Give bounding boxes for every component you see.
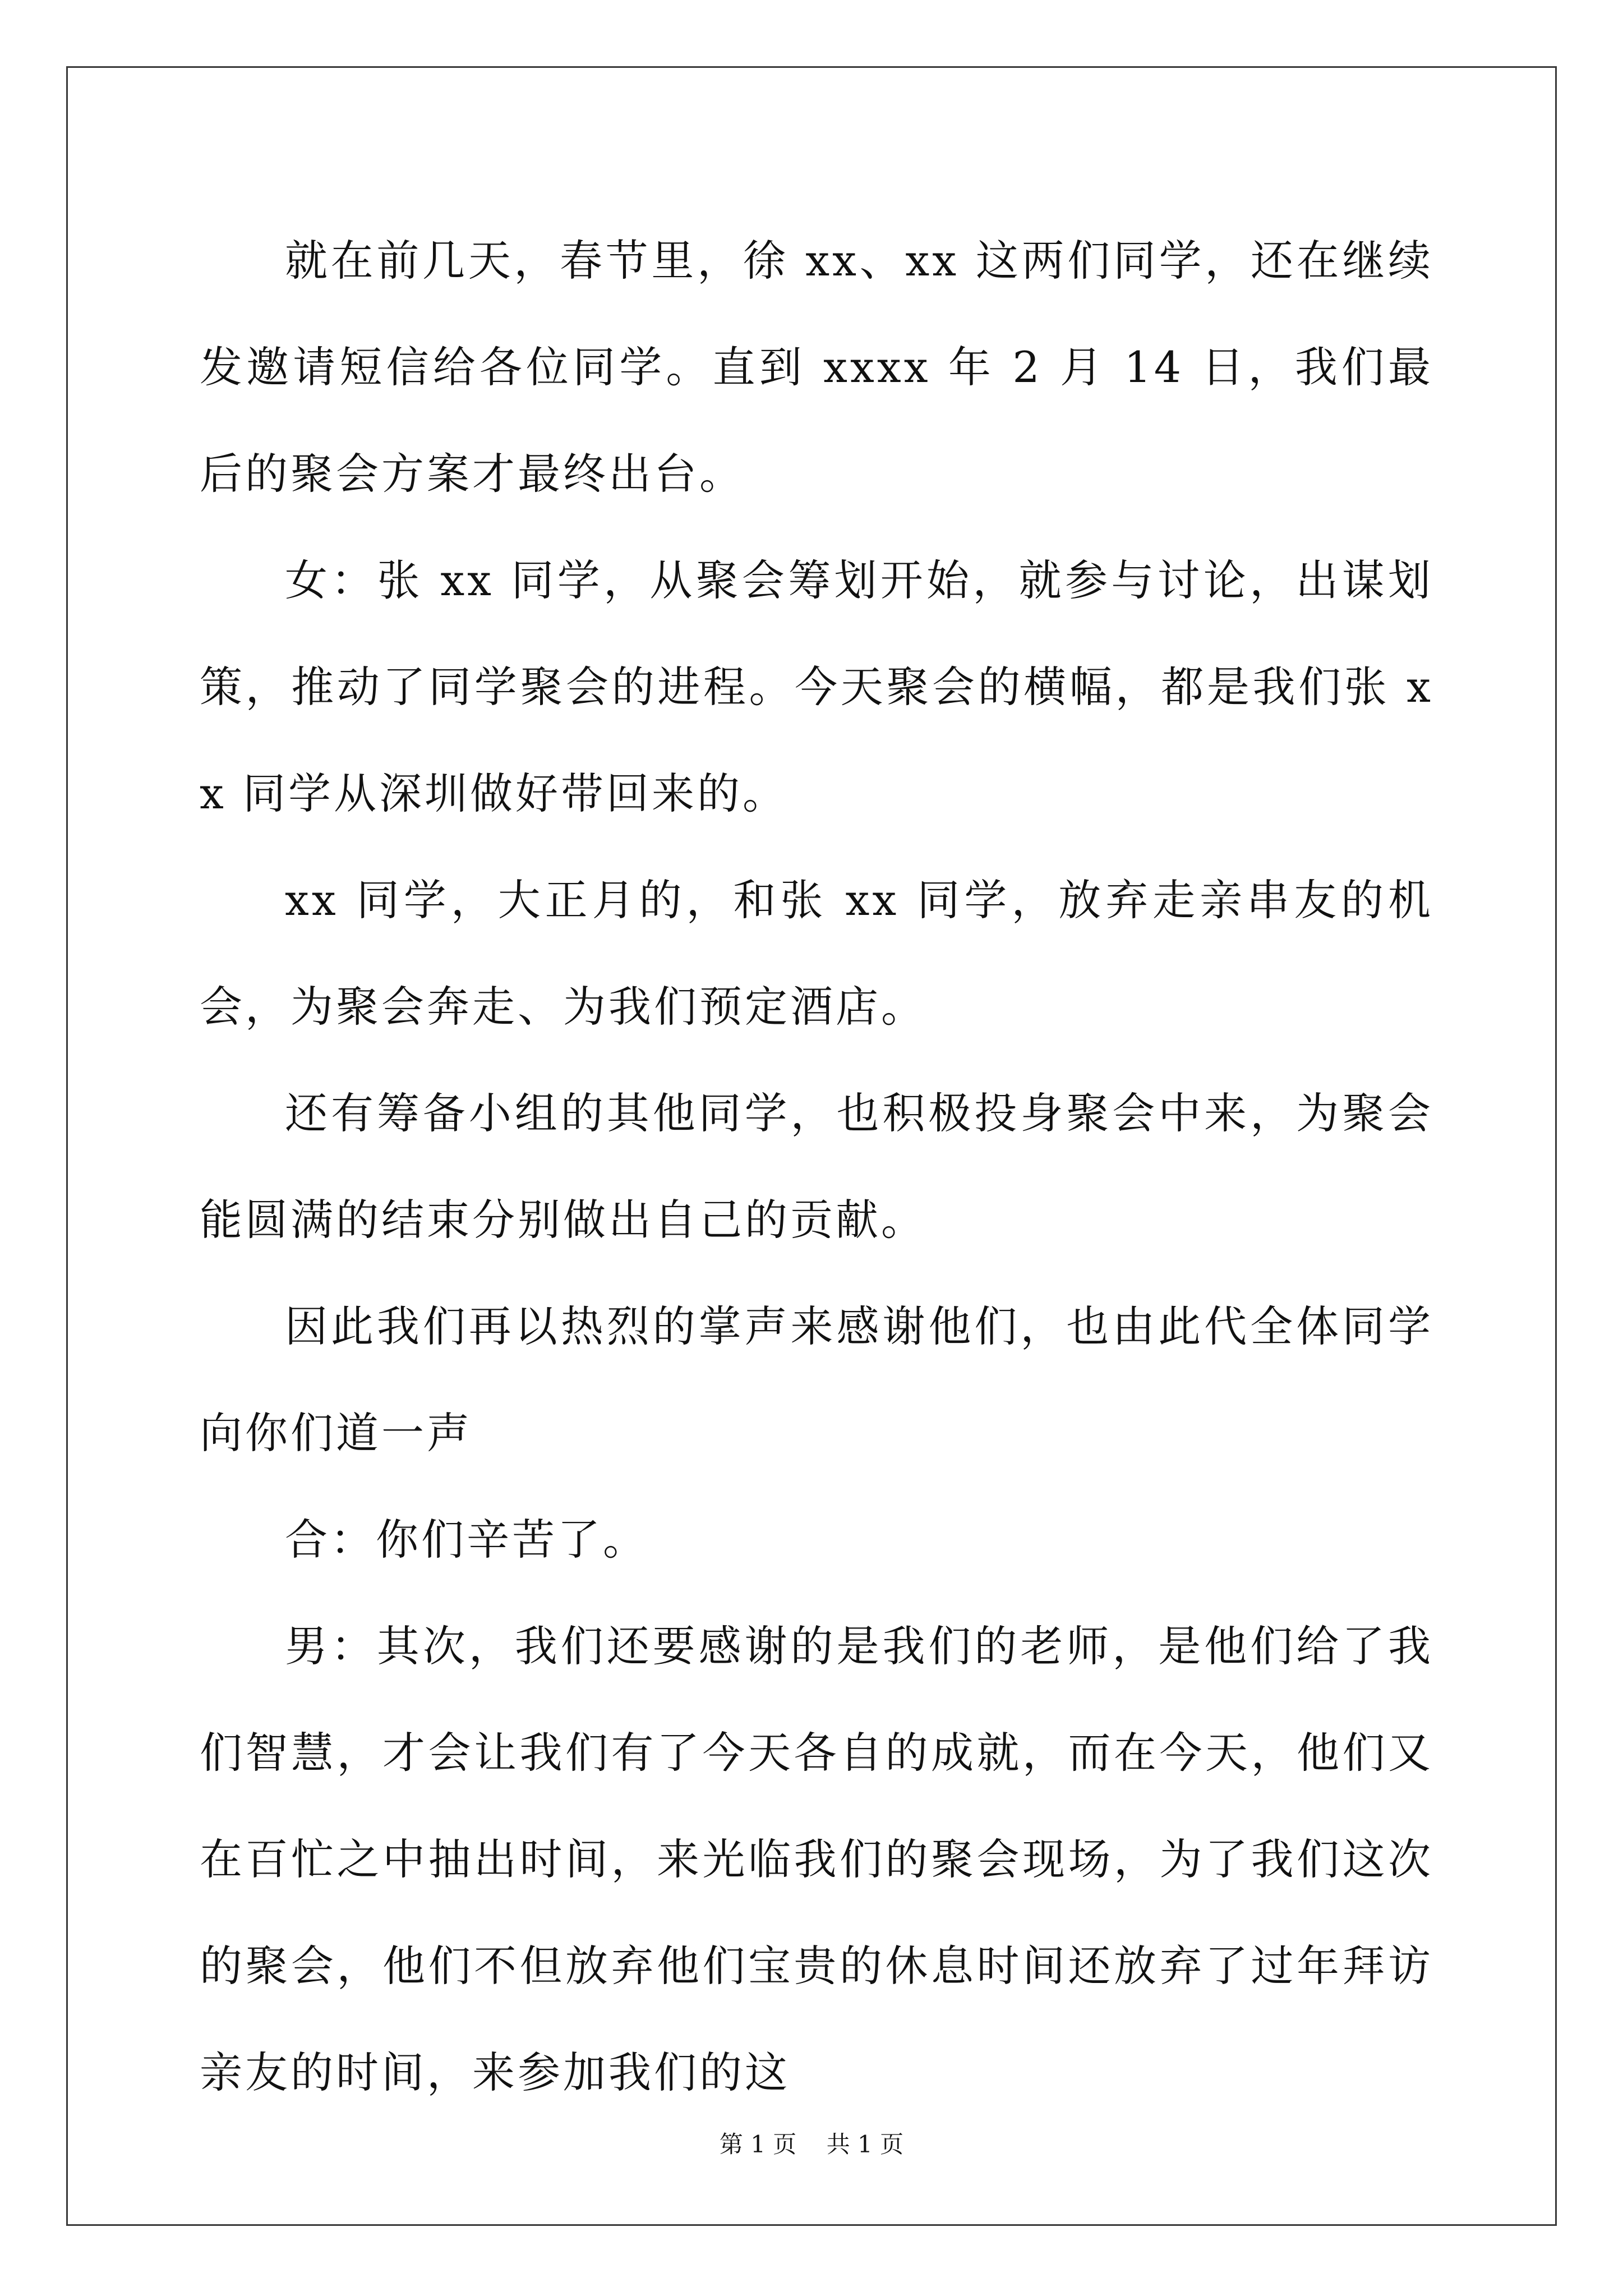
- page-number-footer: 第 1 页 共 1 页: [719, 2131, 904, 2158]
- paragraph: 还有筹备小组的其他同学，也积极投身聚会中来，为聚会能圆满的结束分别做出自己的贡献。: [200, 1088, 1433, 1245]
- paragraph: xx 同学，大正月的，和张 xx 同学，放弃走亲串友的机会，为聚会奔走、为我们预定酒店。: [200, 875, 1433, 1032]
- paragraph: 因此我们再以热烈的掌声来感谢他们，也由此代全体同学向你们道一声: [200, 1301, 1433, 1458]
- paragraph: 男：其次，我们还要感谢的是我们的老师，是他们给了我们智慧，才会让我们有了今天各自的成就，而在今天，他们又在百忙之中抽出时间，来光临我们的聚会现场，为了我们这次的聚会，他们不但放弃他们宝贵的休息时间还放弃了过年拜访亲友的时间，来参加我们的这: [200, 1621, 1433, 2097]
- document-body: [200, 208, 1433, 2126]
- paragraph: 就在前几天，春节里，徐 xx、xx 这两们同学，还在继续发邀请短信给各位同学。直到 xxxx 年 2 月 14 日，我们最后的聚会方案才最终出台。: [200, 236, 1433, 499]
- paragraph: 女：张 xx 同学，从聚会筹划开始，就参与讨论，出谋划策，推动了同学聚会的进程。今天聚会的横幅，都是我们张 xx 同学从深圳做好带回来的。: [200, 555, 1433, 818]
- paragraph: 合：你们辛苦了。: [285, 1515, 648, 1565]
